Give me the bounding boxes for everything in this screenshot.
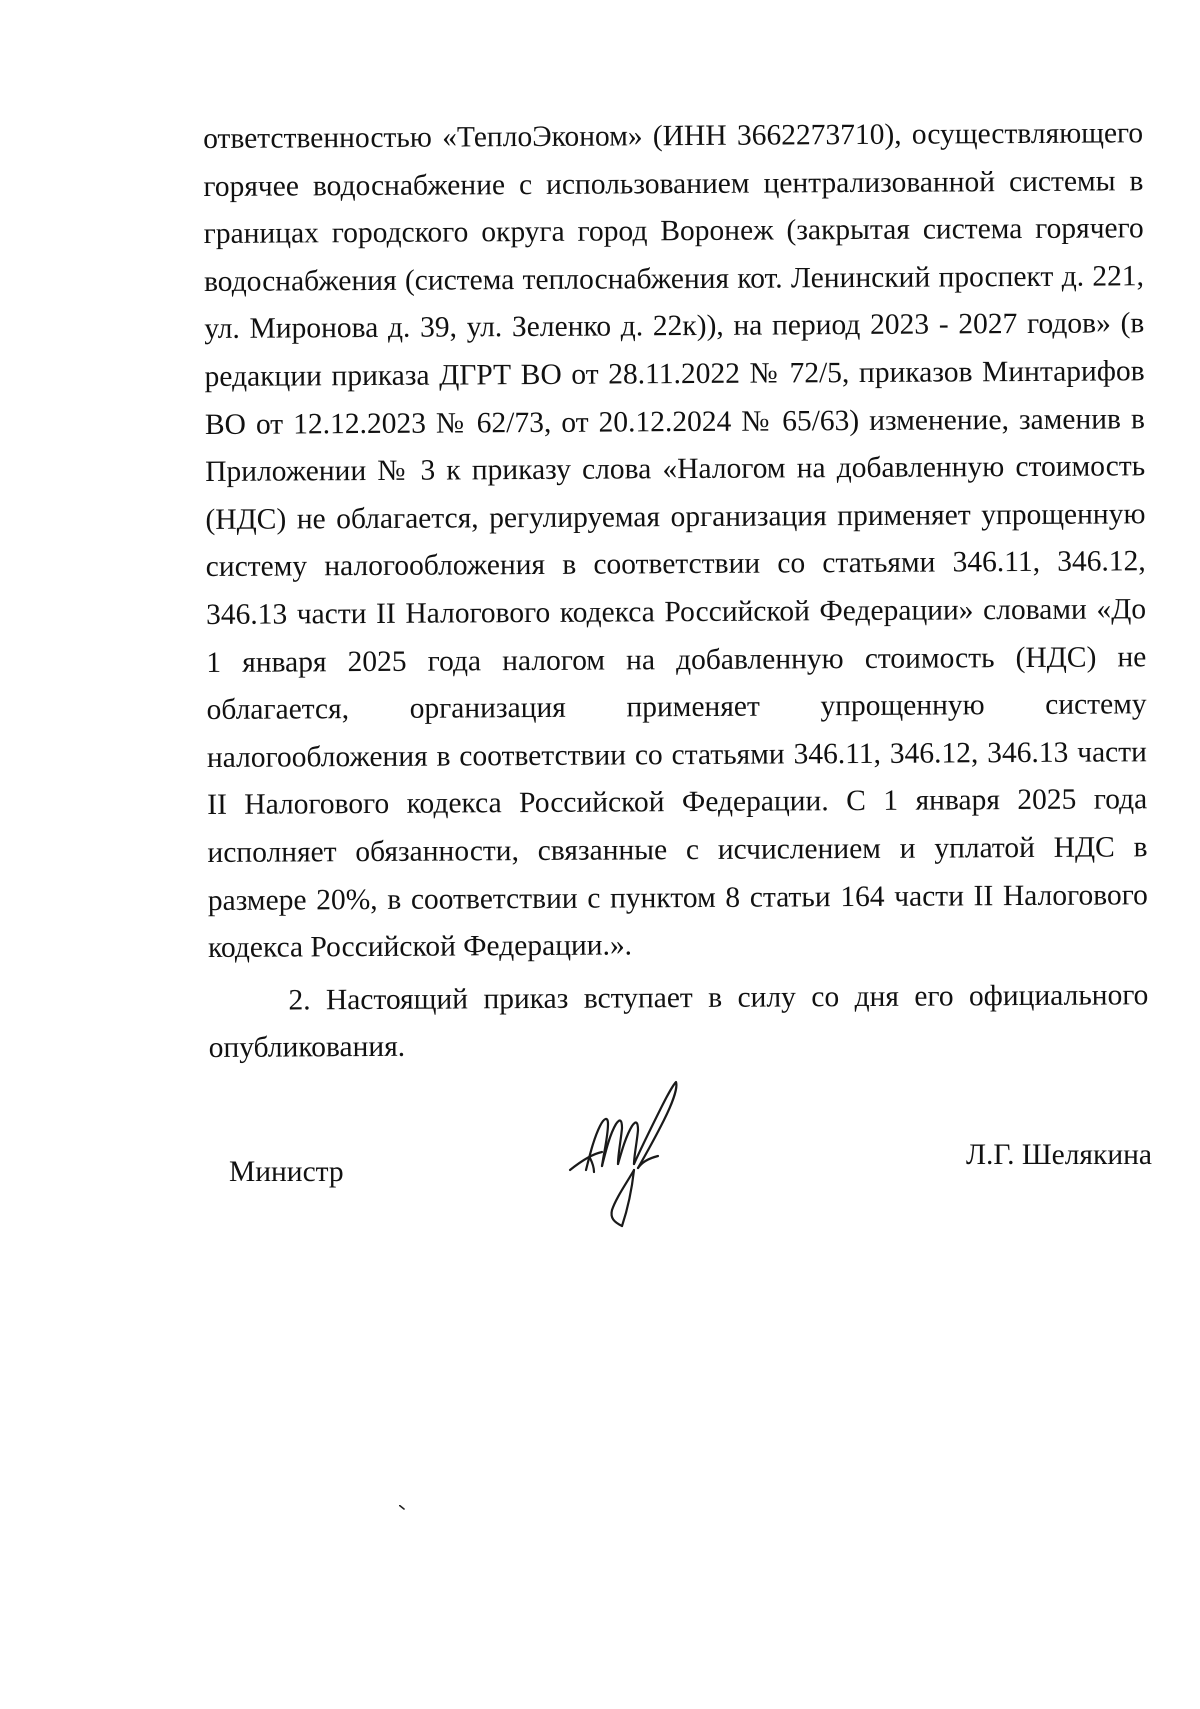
paragraph-amendment: ответственностью «ТеплоЭконом» (ИНН 3662273710), осуществляющего горячее водоснабжение с использованием централизованной системы в границах городского округа город Воронеж (закрытая система горячего водоснабжения (система теплоснабжения кот. Ленинский проспект д. 221, ул. Миронова д. 39, ул. Зеленко д. 22к)), на период 2023 - 2027 годов» (в редакции приказа ДГРТ ВО от 28.11.2022 № 72/5, приказов Минтарифов ВО от 12.12.2023 № 62/73, от 20.12.2024 № 65/63) изменение, заменив в Приложении № 3 к приказу слова «Налогом на добавленную стоимость (НДС) не облагается, регулируемая организация применяет упрощенную систему налогообложения в соответствии со статьями 346.11, 346.12, 346.13 части II Налогового кодекса Российской Федерации» словами «До 1 января 2025 года налогом на добавленную стоимость (НДС) не облагается, организация применяет упрощенную систему налогообложения в соответствии со статьями 346.11, 346.12, 346.13 части II Налогового кодекса Российской Федерации. С 1 января 2025 года исполняет обязанности, связанные с исчислением и уплатой НДС в размере 20%, в соответствии с пунктом 8 статьи 164 части II Налогового кодекса Российской Федерации.». — [203, 117, 1148, 965]
document-body — [203, 110, 1149, 1073]
scan-speck — [399, 1505, 405, 1510]
signatory-title: Министр — [229, 1156, 344, 1188]
handwritten-signature-icon — [550, 1058, 700, 1238]
paragraph-effective-date: 2. Настоящий приказ вступает в силу со дня его официального опубликования. — [208, 978, 1149, 1065]
signatory-name: Л.Г. Шелякина — [966, 1139, 1153, 1171]
